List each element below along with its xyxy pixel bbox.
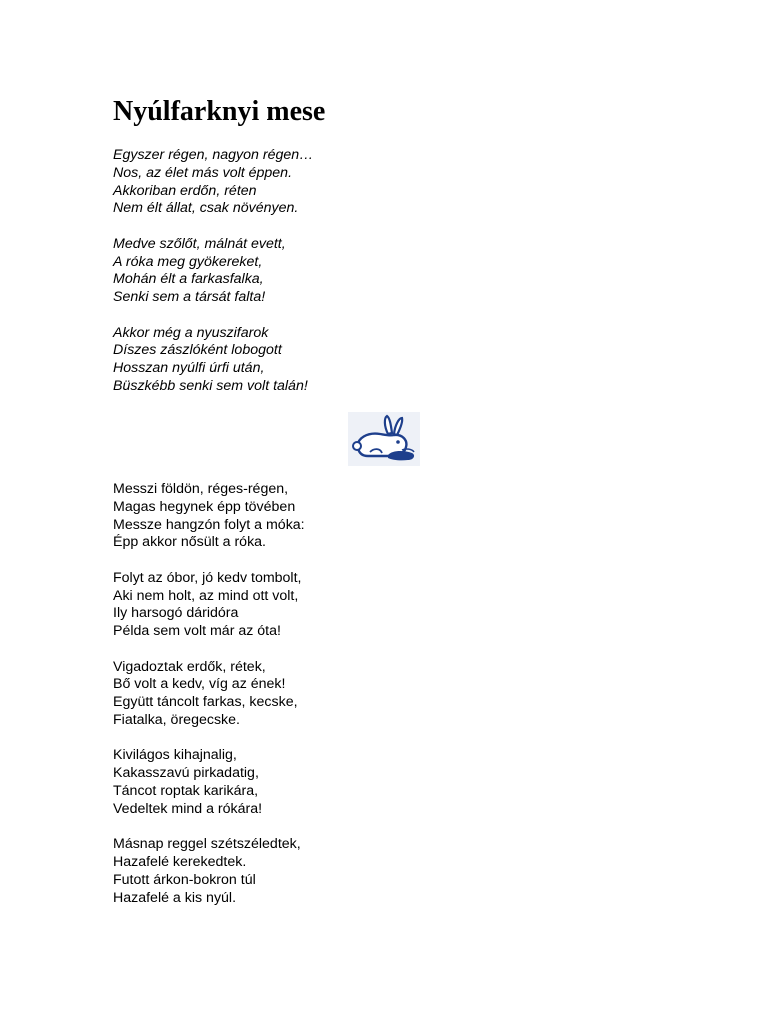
poem-line: Példa sem volt már az óta!	[113, 623, 281, 640]
poem-line: A róka meg gyökereket,	[113, 253, 263, 270]
poem-line: Medve szőlőt, málnát evett,	[113, 235, 286, 252]
page-title: Nyúlfarknyi mese	[113, 96, 326, 127]
poem-line: Messze hangzón folyt a móka:	[113, 516, 305, 533]
stanza	[113, 481, 305, 552]
stanza	[113, 659, 305, 730]
poem-line: Fiatalka, öregecske.	[113, 711, 240, 728]
stanza	[113, 836, 305, 907]
poem-line: Másnap reggel szétszéledtek,	[113, 836, 301, 853]
poem-line: Táncot roptak karikára,	[113, 782, 259, 799]
poem-line: Nos, az élet más volt éppen.	[113, 164, 293, 181]
poem-line: Messzi földön, réges-régen,	[113, 481, 289, 497]
poem-line: Futott árkon-bokron túl	[113, 871, 256, 888]
stanza	[113, 236, 313, 307]
poem-line: Ily harsogó dáridóra	[113, 605, 239, 622]
rabbit-icon	[348, 412, 420, 466]
poem-line: Bő volt a kedv, víg az ének!	[113, 676, 286, 693]
stanza	[113, 147, 313, 218]
poem-line: Hazafelé a kis nyúl.	[113, 889, 237, 906]
stanza	[113, 325, 313, 396]
poem-line: Magas hegynek épp tövében	[113, 498, 296, 515]
poem-line: Kakasszavú pirkadatig,	[113, 765, 259, 782]
poem-line: Vedeltek mind a rókára!	[113, 800, 263, 817]
poem-part-regular	[113, 481, 305, 925]
poem-line: Egyszer régen, nagyon régen…	[113, 147, 314, 163]
poem-line: Együtt táncolt farkas, kecske,	[113, 694, 298, 711]
stanza	[113, 747, 305, 818]
stanza	[113, 570, 305, 641]
poem-line: Nem élt állat, csak növényen.	[113, 200, 299, 217]
poem-line: Kivilágos kihajnalig,	[113, 747, 237, 764]
poem-line: Senki sem a társát falta!	[113, 289, 266, 306]
poem-line: Akkor még a nyuszifarok	[113, 324, 269, 341]
poem-line: Épp akkor nősült a róka.	[113, 534, 266, 551]
poem-line: Hazafelé kerekedtek.	[113, 853, 247, 870]
poem-part-italic	[113, 147, 313, 413]
poem-line: Folyt az óbor, jó kedv tombolt,	[113, 569, 302, 586]
poem-line: Aki nem holt, az mind ott volt,	[113, 587, 299, 604]
poem-line: Vigadoztak erdők, rétek,	[113, 658, 266, 675]
poem-line: Büszkébb senki sem volt talán!	[113, 377, 308, 394]
poem-line: Díszes zászlóként lobogott	[113, 342, 282, 359]
poem-line: Mohán élt a farkasfalka,	[113, 271, 264, 288]
poem-line: Akkoriban erdőn, réten	[113, 182, 257, 199]
poem-line: Hosszan nyúlfi úrfi után,	[113, 360, 265, 377]
